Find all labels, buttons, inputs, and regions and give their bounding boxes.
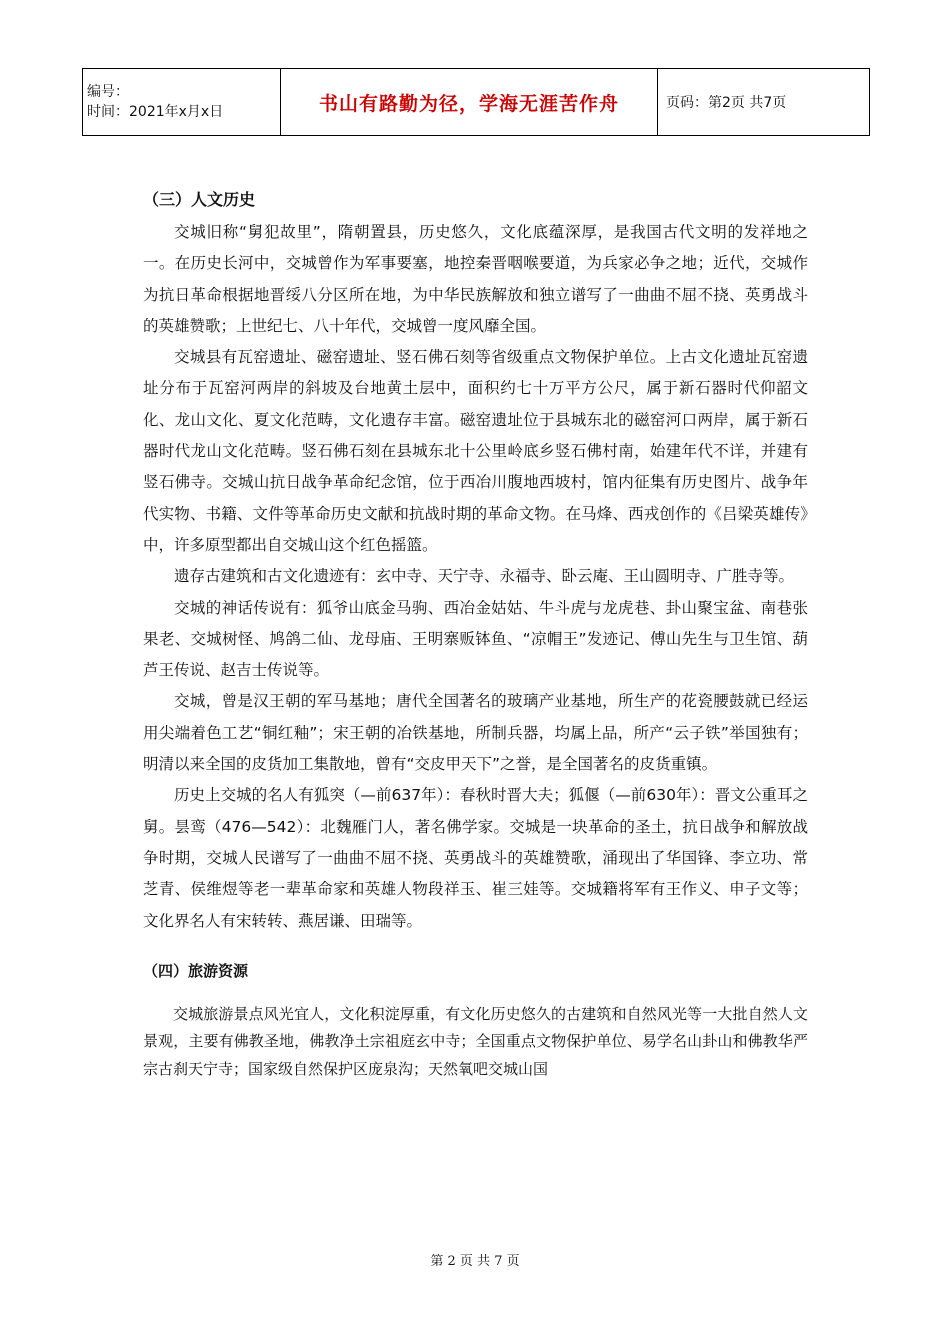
page-footer: 第 2 页 共 7 页 bbox=[430, 1254, 520, 1269]
section-title-tourism: （四）旅游资源 bbox=[143, 961, 249, 980]
header-table bbox=[82, 68, 870, 136]
document-number: 编号： bbox=[87, 84, 129, 100]
paragraph: 交城的神话传说有：狐爷山底金马驹、西冶金姑姑、牛斗虎与龙虎巷、卦山聚宝盆、南巷张果老、交城树怪、鸠鸽二仙、龙母庙、王明寨贩钵鱼、“凉帽王”发迹记、傅山先生与卫生馆、葫芦王传说、赵吉士传说等。 bbox=[143, 598, 808, 680]
paragraph: 交城旧称“舅犯故里”，隋朝置县，历史悠久，文化底蕴深厚，是我国古代文明的发祥地之一。在历史长河中，交城曾作为军事要塞，地控秦晋咽喉要道，为兵家必争之地；近代，交城作为抗日革命根据地晋绥八分区所在地，为中华民族解放和独立谱写了一曲曲不屈不挠、英勇战斗的英雄赞歌；上世纪七、八十年代，交城曾一度风靡全国。 bbox=[143, 223, 808, 335]
paragraph: 交城县有瓦窑遗址、磁窑遗址、竖石佛石刻等省级重点文物保护单位。上古文化遗址瓦窑遗址分布于瓦窑河两岸的斜坡及台地黄土层中，面积约七十万平方公尺，属于新石器时代仰韶文化、龙山文化、夏文化范畴，文化遗存丰富。磁窑遗址位于县城东北的磁窑河口两岸，属于新石器时代龙山文化范畴。竖石佛石刻在县城东北十公里岭底乡竖石佛村南，始建年代不详，并建有竖石佛寺。交城山抗日战争革命纪念馆，位于西冶川腹地西坡村，馆内征集有历史图片、战争年代实物、书籍、文件等革命历史文献和抗战时期的革命文物。在马烽、西戎创作的《吕梁英雄传》中，许多原型都出自交城山这个红色摇篮。 bbox=[143, 348, 808, 554]
header-page-number: 页码：第2页 共7页 bbox=[658, 69, 870, 136]
paragraph: 历史上交城的名人有狐突（—前637年）：春秋时晋大夫；狐偃（—前630年）：晋文公重耳之舅。昙鸾（476—542）：北魏雁门人，著名佛学家。交城是一块革命的圣土，抗日战争和解放战争时期，交城人民谱写了一曲曲不屈不挠、英勇战斗的英雄赞歌，涌现出了华国锋、李立功、常芝青、侯维煜等老一辈革命家和英雄人物段祥玉、崔三娃等。交城籍将军有王作义、申子文等；文化界名人有宋转转、燕居谦、田瑞等。 bbox=[143, 786, 808, 930]
paragraph: 交城，曾是汉王朝的军马基地；唐代全国著名的玻璃产业基地，所生产的花瓷腰鼓就已经运用尖端着色工艺“铜红釉”；宋王朝的冶铁基地，所制兵器，均属上品，所产“云子铁”举国独有；明清以来全国的皮货加工集散地，曾有“交皮甲天下”之誉，是全国著名的皮货重镇。 bbox=[143, 692, 808, 774]
document-date: 时间：2021年x月x日 bbox=[87, 104, 224, 120]
section-title-culture-history: （三）人文历史 bbox=[143, 190, 256, 209]
paragraph: 遗存古建筑和古文化遗迹有：玄中寺、天宁寺、永福寺、卧云庵、王山圆明寺、广胜寺等。 bbox=[174, 567, 795, 586]
paragraph: 交城旅游景点风光宜人，文化积淀厚重，有文化历史悠久的古建筑和自然风光等一大批自然人文景观，主要有佛教圣地，佛教净土宗祖庭玄中寺；全国重点文物保护单位、易学名山卦山和佛教华严宗古刹天宁寺；国家级自然保护区庞泉沟；天然氧吧交城山国 bbox=[143, 1004, 808, 1078]
document-body bbox=[143, 187, 808, 1083]
header-motto: 书山有路勤为径，学海无涯苦作舟 bbox=[281, 69, 658, 136]
header-info-cell bbox=[83, 69, 281, 136]
